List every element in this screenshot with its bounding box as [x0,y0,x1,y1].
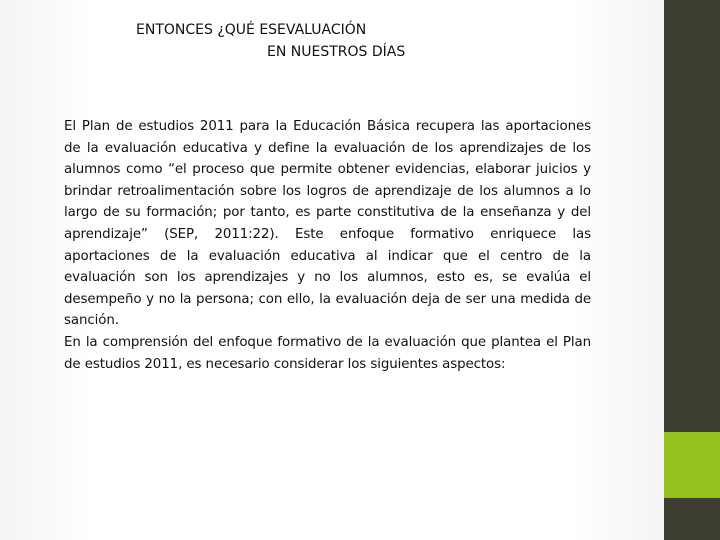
slide-title-line-2: EN NUESTROS DÍAS [267,44,406,60]
slide-body [64,116,591,375]
slide-title-line-1: ENTONCES ¿QUÉ ESEVALUACIÓN [136,22,367,38]
body-paragraph-1: El Plan de estudios 2011 para la Educación Básica recupera las aportaciones de la evaluación educativa y define la evaluación de los aprendizajes de los alumnos como “el proceso que permite obtener evidencias, elaborar juicios y brindar retroalimentación sobre los logros de aprendizaje de los alumnos a lo largo de su formación; por tanto, es parte constitutiva de la enseñanza y del aprendizaje” (SEP, 2011:22). Este enfoque formativo enriquece las aportaciones de la evaluación educativa al indicar que el centro de la evaluación son los aprendizajes y no los alumnos, esto es, se evalúa el desempeño y no la persona; con ello, la evaluación deja de ser una medida de sanción. [64,119,591,329]
body-paragraph-2: En la comprensión del enfoque formativo de la evaluación que plantea el Plan de estudios 2011, es necesario considerar los siguientes aspectos: [64,334,591,372]
sidebar-accent-block [664,432,720,498]
